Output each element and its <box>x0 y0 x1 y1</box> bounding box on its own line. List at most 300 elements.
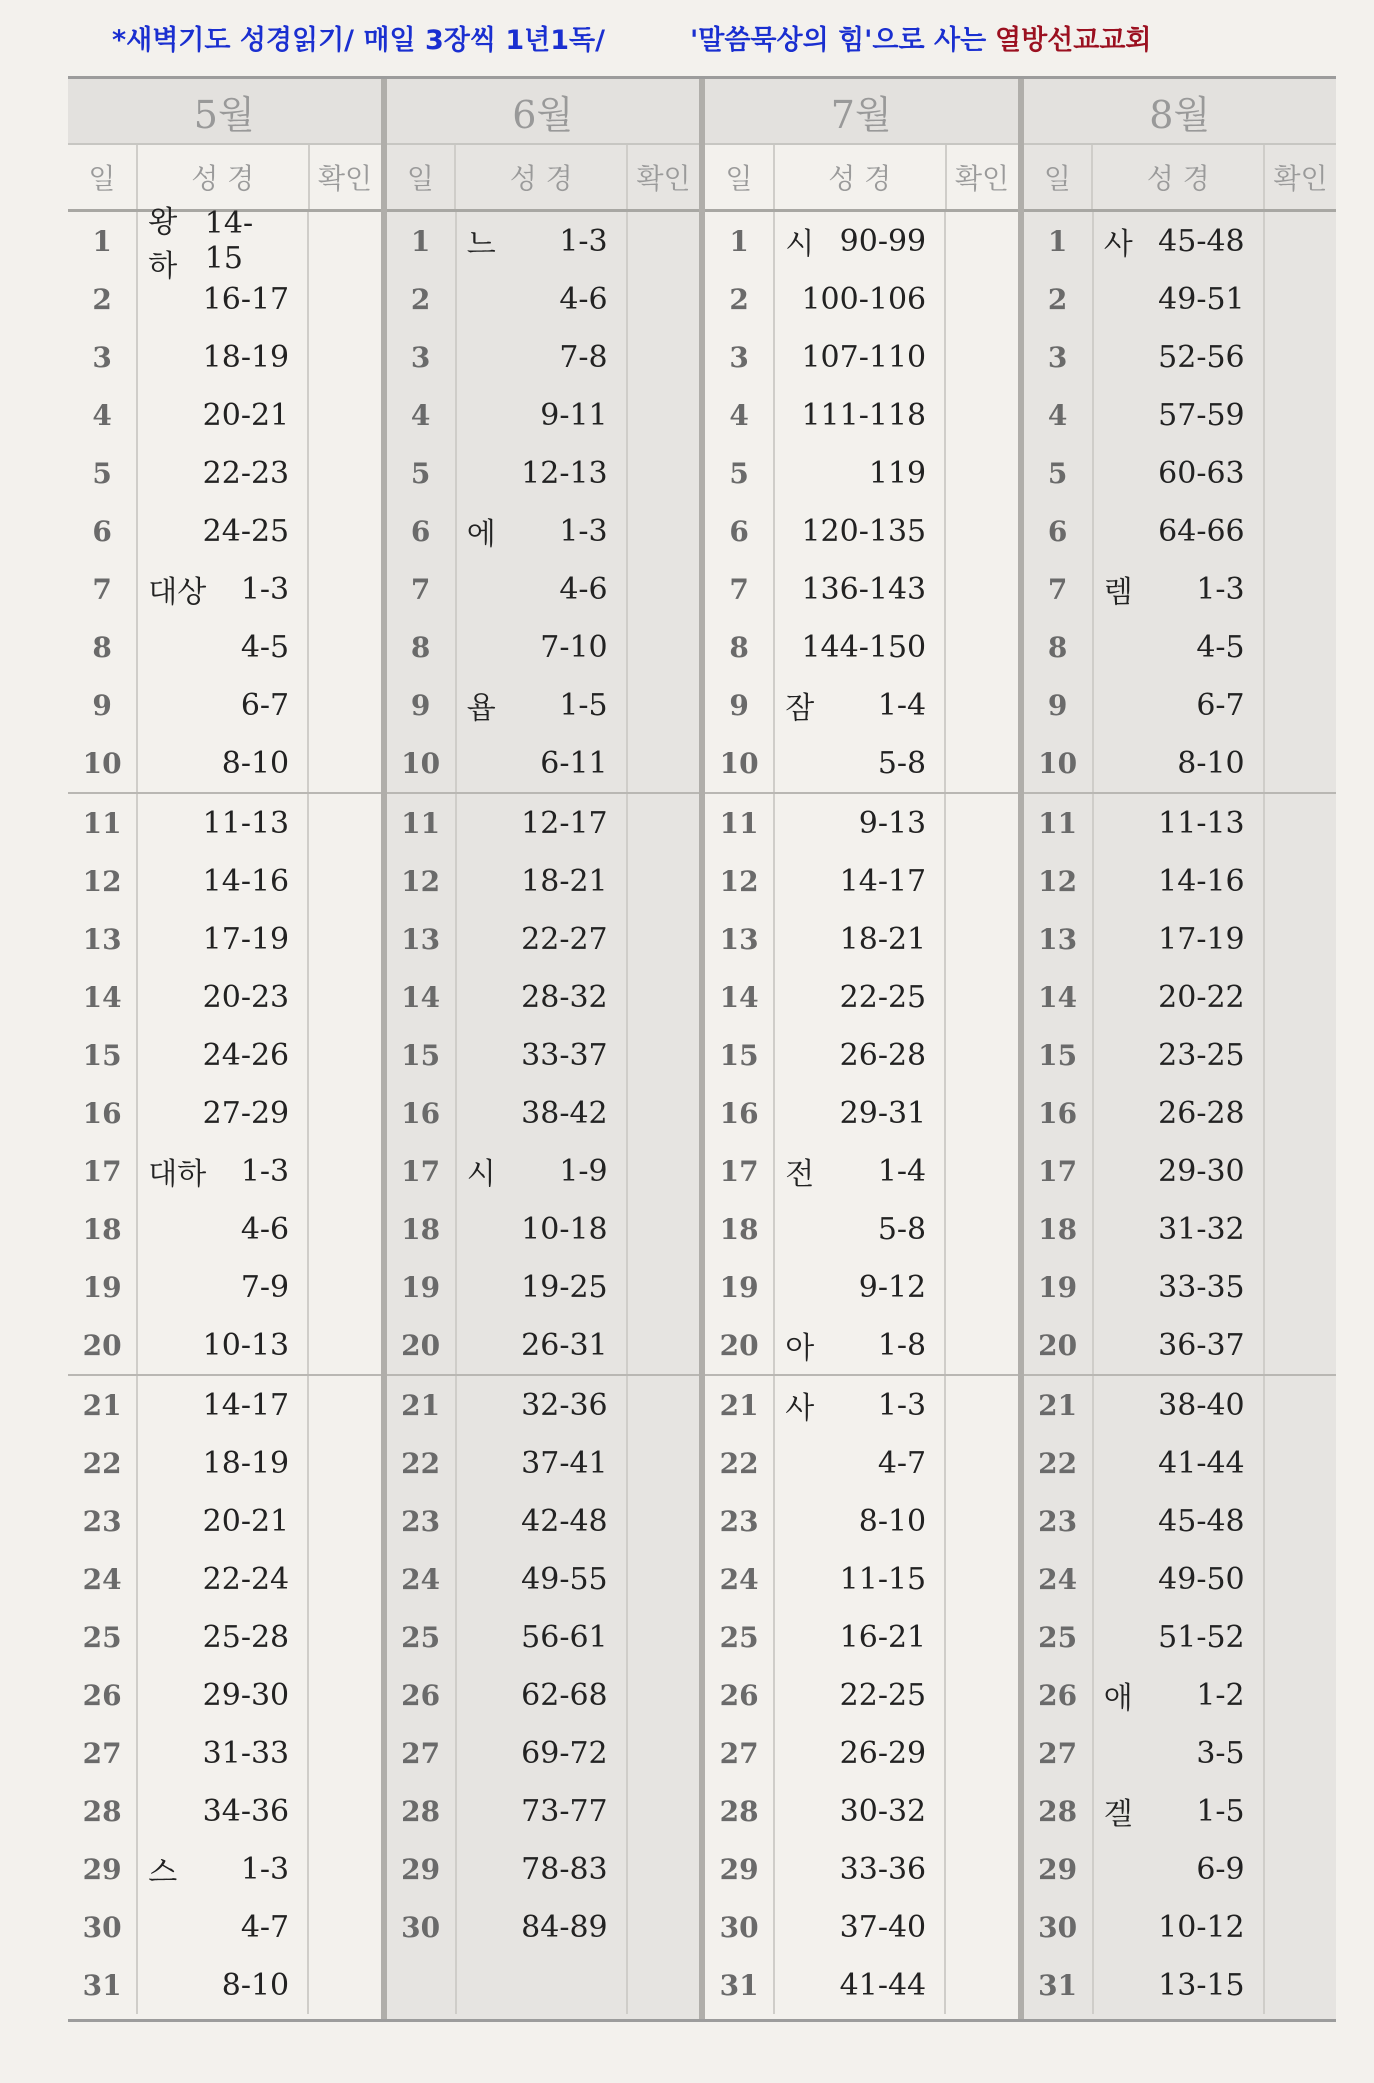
day-number: 20 <box>387 1316 457 1374</box>
check-cell[interactable] <box>309 1200 380 1258</box>
check-cell[interactable] <box>309 1434 380 1492</box>
day-number: 5 <box>705 444 775 502</box>
day-number: 29 <box>387 1840 457 1898</box>
chapter-range: 14-17 <box>202 1387 290 1423</box>
check-cell[interactable] <box>946 1724 1017 1782</box>
check-cell[interactable] <box>628 1956 699 2014</box>
scripture-cell <box>138 1724 309 1782</box>
day-number: 4 <box>705 386 775 444</box>
check-cell[interactable] <box>946 502 1017 560</box>
table-row <box>387 1608 700 1666</box>
check-cell[interactable] <box>309 1316 380 1374</box>
chapter-range: 7-10 <box>540 629 608 665</box>
check-cell[interactable] <box>1265 1956 1336 2014</box>
check-cell[interactable] <box>946 1434 1017 1492</box>
table-row <box>68 794 381 852</box>
scripture-cell <box>775 444 946 502</box>
check-cell[interactable] <box>1265 676 1336 734</box>
check-cell[interactable] <box>628 734 699 792</box>
table-row <box>705 444 1018 502</box>
check-cell[interactable] <box>309 1084 380 1142</box>
day-number: 23 <box>705 1492 775 1550</box>
scripture-cell <box>1094 734 1265 792</box>
chapter-range: 27-29 <box>202 1095 290 1131</box>
day-number: 6 <box>1024 502 1094 560</box>
chapter-range: 119 <box>868 455 927 491</box>
check-cell[interactable] <box>628 618 699 676</box>
scripture-cell <box>457 270 628 328</box>
table-row <box>705 386 1018 444</box>
table-row <box>1024 270 1337 328</box>
day-number: 17 <box>1024 1142 1094 1200</box>
check-cell[interactable] <box>946 852 1017 910</box>
chapter-range: 24-26 <box>202 1037 290 1073</box>
check-cell[interactable] <box>946 1550 1017 1608</box>
chapter-range: 11-13 <box>1158 805 1245 841</box>
check-cell[interactable] <box>628 502 699 560</box>
scripture-cell <box>1094 1258 1265 1316</box>
day-number: 21 <box>387 1376 457 1434</box>
check-cell[interactable] <box>946 212 1017 270</box>
month-column <box>1024 79 1337 2019</box>
day-number: 14 <box>1024 968 1094 1026</box>
scripture-cell <box>1094 1666 1265 1724</box>
scripture-cell <box>775 1258 946 1316</box>
table-row <box>68 1316 381 1376</box>
book-name: 겔 <box>1103 1797 1133 1832</box>
check-cell[interactable] <box>628 1142 699 1200</box>
check-cell[interactable] <box>309 444 380 502</box>
scripture-cell <box>457 212 628 270</box>
table-row <box>705 502 1018 560</box>
column-header-check: 확인 <box>636 162 691 195</box>
check-cell[interactable] <box>946 618 1017 676</box>
check-cell[interactable] <box>1265 1200 1336 1258</box>
check-cell[interactable] <box>946 270 1017 328</box>
check-cell[interactable] <box>628 676 699 734</box>
check-cell[interactable] <box>946 328 1017 386</box>
scripture-cell <box>138 1434 309 1492</box>
scripture-cell <box>1094 968 1265 1026</box>
day-number: 12 <box>1024 852 1094 910</box>
check-cell[interactable] <box>1265 968 1336 1026</box>
check-cell[interactable] <box>309 734 380 792</box>
day-rows <box>68 205 381 2014</box>
day-number: 31 <box>68 1956 138 2014</box>
book-name: 에 <box>466 517 496 552</box>
table-row <box>1024 212 1337 270</box>
check-cell[interactable] <box>946 910 1017 968</box>
day-number <box>387 1956 457 2014</box>
check-cell[interactable] <box>628 328 699 386</box>
check-cell[interactable] <box>946 1376 1017 1434</box>
check-cell[interactable] <box>628 1666 699 1724</box>
scripture-cell <box>775 328 946 386</box>
check-cell[interactable] <box>309 1898 380 1956</box>
scripture-cell <box>775 1142 946 1200</box>
check-cell[interactable] <box>1265 270 1336 328</box>
check-cell[interactable] <box>946 1492 1017 1550</box>
check-cell[interactable] <box>309 1956 380 2014</box>
check-cell[interactable] <box>309 852 380 910</box>
check-cell[interactable] <box>628 1550 699 1608</box>
check-cell[interactable] <box>309 968 380 1026</box>
table-row <box>68 1026 381 1084</box>
scripture-cell <box>138 1316 309 1374</box>
scripture-cell <box>138 618 309 676</box>
scripture-cell <box>138 444 309 502</box>
chapter-range: 33-35 <box>1158 1269 1245 1305</box>
check-cell[interactable] <box>628 1898 699 1956</box>
table-row <box>68 1724 381 1782</box>
table-row <box>387 386 700 444</box>
check-cell[interactable] <box>1265 386 1336 444</box>
day-number: 25 <box>705 1608 775 1666</box>
chapter-range: 60-63 <box>1158 455 1245 491</box>
day-number: 30 <box>68 1898 138 1956</box>
table-row <box>68 1898 381 1956</box>
check-cell[interactable] <box>309 1142 380 1200</box>
check-cell[interactable] <box>309 1724 380 1782</box>
check-cell[interactable] <box>628 852 699 910</box>
column-header-day: 일 <box>68 145 138 209</box>
check-cell[interactable] <box>1265 852 1336 910</box>
table-row <box>705 676 1018 734</box>
table-row <box>1024 1376 1337 1434</box>
chapter-range: 49-51 <box>1158 281 1245 317</box>
check-cell[interactable] <box>1265 560 1336 618</box>
check-cell[interactable] <box>309 1608 380 1666</box>
check-cell[interactable] <box>309 386 380 444</box>
scripture-cell <box>138 1840 309 1898</box>
table-row <box>387 734 700 794</box>
table-row <box>387 618 700 676</box>
scripture-cell <box>138 794 309 852</box>
check-cell[interactable] <box>309 1258 380 1316</box>
chapter-range: 31-32 <box>1158 1211 1245 1247</box>
scripture-cell <box>775 1782 946 1840</box>
check-cell[interactable] <box>628 1026 699 1084</box>
reading-plan-banner <box>0 0 1374 72</box>
book-name: 시 <box>785 227 815 262</box>
check-cell[interactable] <box>628 212 699 270</box>
chapter-range: 25-28 <box>202 1619 290 1655</box>
chapter-range: 22-25 <box>839 1677 927 1713</box>
check-cell[interactable] <box>309 328 380 386</box>
table-row <box>1024 968 1337 1026</box>
table-row <box>1024 560 1337 618</box>
scripture-cell <box>138 1200 309 1258</box>
table-row <box>387 1258 700 1316</box>
day-number: 4 <box>68 386 138 444</box>
day-number: 2 <box>705 270 775 328</box>
check-cell[interactable] <box>946 1898 1017 1956</box>
table-row <box>387 328 700 386</box>
check-cell[interactable] <box>946 1782 1017 1840</box>
check-cell[interactable] <box>1265 1724 1336 1782</box>
check-cell[interactable] <box>946 1840 1017 1898</box>
table-row <box>387 1316 700 1376</box>
check-cell[interactable] <box>628 1782 699 1840</box>
scripture-cell <box>457 502 628 560</box>
check-cell[interactable] <box>1265 734 1336 792</box>
chapter-range: 8-10 <box>221 1967 290 2003</box>
chapter-range: 13-15 <box>1158 1967 1245 2003</box>
check-cell[interactable] <box>1265 328 1336 386</box>
scripture-cell <box>775 1550 946 1608</box>
table-row <box>387 1142 700 1200</box>
column-header-day: 일 <box>387 145 457 209</box>
check-cell[interactable] <box>946 734 1017 792</box>
chapter-range: 136-143 <box>801 571 927 607</box>
check-cell[interactable] <box>309 1782 380 1840</box>
check-cell[interactable] <box>946 1608 1017 1666</box>
check-cell[interactable] <box>309 502 380 560</box>
table-row <box>387 502 700 560</box>
scripture-cell <box>1094 212 1265 270</box>
check-cell[interactable] <box>1265 1434 1336 1492</box>
check-cell[interactable] <box>309 794 380 852</box>
chapter-range: 120-135 <box>801 513 927 549</box>
scripture-cell <box>457 1492 628 1550</box>
check-cell[interactable] <box>1265 1258 1336 1316</box>
check-cell[interactable] <box>628 1608 699 1666</box>
scripture-cell <box>775 1376 946 1434</box>
table-row <box>1024 1724 1337 1782</box>
check-cell[interactable] <box>946 1084 1017 1142</box>
scripture-cell <box>457 968 628 1026</box>
check-cell[interactable] <box>628 1724 699 1782</box>
chapter-range: 1-8 <box>877 1327 927 1363</box>
table-row <box>68 1434 381 1492</box>
table-row <box>387 1026 700 1084</box>
check-cell[interactable] <box>946 444 1017 502</box>
table-row <box>1024 444 1337 502</box>
check-cell[interactable] <box>946 676 1017 734</box>
check-cell[interactable] <box>946 968 1017 1026</box>
chapter-range: 6-11 <box>540 745 608 781</box>
scripture-cell <box>775 1316 946 1374</box>
scripture-cell <box>1094 794 1265 852</box>
check-cell[interactable] <box>628 1316 699 1374</box>
chapter-range: 9-12 <box>858 1269 927 1305</box>
table-row <box>68 734 381 794</box>
day-number: 6 <box>387 502 457 560</box>
book-name: 대상 <box>148 575 207 610</box>
table-row <box>705 1084 1018 1142</box>
check-cell[interactable] <box>628 560 699 618</box>
scripture-cell <box>457 1608 628 1666</box>
check-cell[interactable] <box>1265 1316 1336 1374</box>
day-number: 22 <box>1024 1434 1094 1492</box>
check-cell[interactable] <box>946 1026 1017 1084</box>
check-cell[interactable] <box>946 1142 1017 1200</box>
check-cell[interactable] <box>628 968 699 1026</box>
check-cell[interactable] <box>309 1026 380 1084</box>
chapter-range: 16-21 <box>839 1619 927 1655</box>
scripture-cell <box>138 270 309 328</box>
check-cell[interactable] <box>309 1666 380 1724</box>
check-cell[interactable] <box>946 386 1017 444</box>
scripture-cell <box>1094 444 1265 502</box>
scripture-cell <box>775 852 946 910</box>
month-column <box>68 79 387 2019</box>
day-rows <box>705 212 1018 2014</box>
check-cell[interactable] <box>946 1666 1017 1724</box>
chapter-range: 1-5 <box>1196 1793 1245 1829</box>
table-row <box>705 212 1018 270</box>
table-row <box>1024 1492 1337 1550</box>
scripture-cell <box>1094 1898 1265 1956</box>
table-row <box>387 1376 700 1434</box>
table-row <box>68 1376 381 1434</box>
check-cell[interactable] <box>1265 1666 1336 1724</box>
check-cell[interactable] <box>309 270 380 328</box>
check-cell[interactable] <box>309 676 380 734</box>
table-row <box>705 910 1018 968</box>
book-name: 아 <box>785 1331 815 1366</box>
check-cell[interactable] <box>1265 444 1336 502</box>
chapter-range: 111-118 <box>801 397 927 433</box>
check-cell[interactable] <box>309 560 380 618</box>
check-cell[interactable] <box>946 794 1017 852</box>
check-cell[interactable] <box>628 1376 699 1434</box>
table-row <box>387 1724 700 1782</box>
check-cell[interactable] <box>1265 1840 1336 1898</box>
day-number: 1 <box>387 212 457 270</box>
table-row <box>68 444 381 502</box>
chapter-range: 1-3 <box>240 1153 290 1189</box>
check-cell[interactable] <box>309 1550 380 1608</box>
day-number: 18 <box>705 1200 775 1258</box>
scripture-cell <box>138 205 309 284</box>
check-cell[interactable] <box>628 1492 699 1550</box>
table-row <box>705 560 1018 618</box>
day-number: 16 <box>387 1084 457 1142</box>
scripture-cell <box>138 910 309 968</box>
column-header-row <box>1024 145 1337 212</box>
chapter-range: 18-21 <box>521 863 608 899</box>
check-cell[interactable] <box>628 1434 699 1492</box>
check-cell[interactable] <box>1265 1376 1336 1434</box>
check-cell[interactable] <box>1265 794 1336 852</box>
day-number: 4 <box>387 386 457 444</box>
scripture-cell <box>457 1666 628 1724</box>
column-header-row <box>68 145 381 212</box>
check-cell[interactable] <box>628 1084 699 1142</box>
chapter-range: 31-33 <box>202 1735 290 1771</box>
scripture-cell <box>1094 1026 1265 1084</box>
check-cell[interactable] <box>309 618 380 676</box>
table-row <box>1024 734 1337 794</box>
check-cell[interactable] <box>946 560 1017 618</box>
check-cell[interactable] <box>1265 618 1336 676</box>
check-cell[interactable] <box>309 910 380 968</box>
day-number: 26 <box>68 1666 138 1724</box>
chapter-range: 4-7 <box>877 1445 927 1481</box>
check-cell[interactable] <box>628 1200 699 1258</box>
check-cell[interactable] <box>1265 1550 1336 1608</box>
check-cell[interactable] <box>1265 502 1336 560</box>
column-header-check: 확인 <box>954 162 1010 195</box>
table-row <box>705 968 1018 1026</box>
check-cell[interactable] <box>628 1840 699 1898</box>
check-cell[interactable] <box>309 1840 380 1898</box>
day-number: 30 <box>705 1898 775 1956</box>
chapter-range: 7-8 <box>559 339 608 375</box>
scripture-cell <box>457 676 628 734</box>
check-cell[interactable] <box>309 212 380 270</box>
column-header-check: 확인 <box>317 162 373 195</box>
check-cell[interactable] <box>946 1200 1017 1258</box>
check-cell[interactable] <box>946 1258 1017 1316</box>
day-number: 2 <box>387 270 457 328</box>
check-cell[interactable] <box>628 444 699 502</box>
check-cell[interactable] <box>628 910 699 968</box>
chapter-range: 100-106 <box>801 281 927 317</box>
chapter-range: 69-72 <box>521 1735 608 1771</box>
day-number: 13 <box>387 910 457 968</box>
check-cell[interactable] <box>1265 1142 1336 1200</box>
table-row <box>68 205 381 284</box>
check-cell[interactable] <box>1265 910 1336 968</box>
table-row <box>387 1434 700 1492</box>
check-cell[interactable] <box>946 1956 1017 2014</box>
check-cell[interactable] <box>946 1316 1017 1374</box>
check-cell[interactable] <box>309 1376 380 1434</box>
day-number: 22 <box>705 1434 775 1492</box>
scripture-cell <box>1094 1376 1265 1434</box>
day-number: 25 <box>387 1608 457 1666</box>
chapter-range: 45-48 <box>1158 223 1245 259</box>
check-cell[interactable] <box>1265 1084 1336 1142</box>
check-cell[interactable] <box>628 270 699 328</box>
scripture-cell <box>457 618 628 676</box>
chapter-range: 144-150 <box>801 629 927 665</box>
table-row <box>68 502 381 560</box>
check-cell[interactable] <box>628 386 699 444</box>
check-cell[interactable] <box>1265 1782 1336 1840</box>
scripture-cell <box>138 676 309 734</box>
scripture-cell <box>457 1550 628 1608</box>
day-number: 3 <box>1024 328 1094 386</box>
day-number: 15 <box>705 1026 775 1084</box>
chapter-range: 12-13 <box>521 455 608 491</box>
check-cell[interactable] <box>1265 1608 1336 1666</box>
chapter-range: 29-30 <box>202 1677 290 1713</box>
day-number: 15 <box>387 1026 457 1084</box>
chapter-range: 20-22 <box>1158 979 1245 1015</box>
check-cell[interactable] <box>1265 1898 1336 1956</box>
check-cell[interactable] <box>628 794 699 852</box>
table-row <box>705 1258 1018 1316</box>
table-row <box>68 1840 381 1898</box>
book-name: 사 <box>1103 227 1133 262</box>
table-row <box>705 1492 1018 1550</box>
check-cell[interactable] <box>309 1492 380 1550</box>
month-column <box>387 79 706 2019</box>
check-cell[interactable] <box>628 1258 699 1316</box>
column-header-scripture: 성 경 <box>775 145 947 209</box>
table-row <box>705 1666 1018 1724</box>
scripture-cell <box>138 502 309 560</box>
check-cell[interactable] <box>1265 212 1336 270</box>
check-cell[interactable] <box>1265 1026 1336 1084</box>
month-title: 5월 <box>68 79 381 145</box>
scripture-cell <box>1094 618 1265 676</box>
scripture-cell <box>1094 560 1265 618</box>
check-cell[interactable] <box>1265 1492 1336 1550</box>
